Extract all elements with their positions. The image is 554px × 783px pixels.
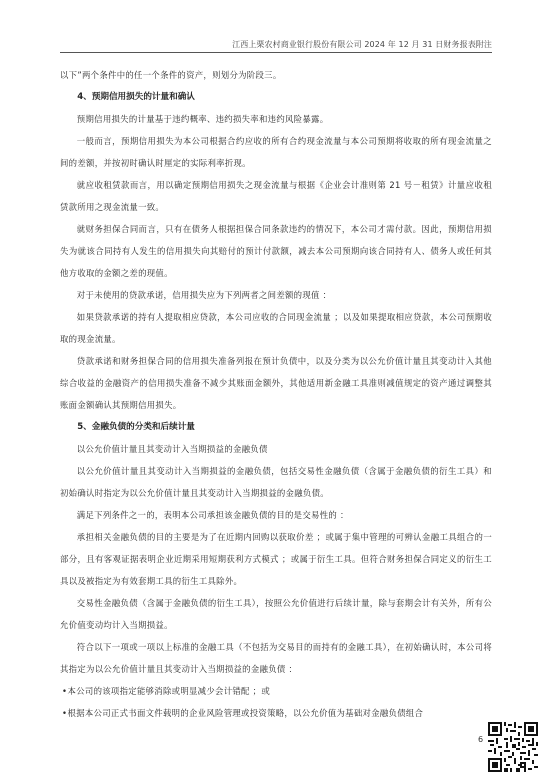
paragraph: 就应收租赁款而言，用以确定预期信用损失之现金流量与根据《企业会计准则第 21 号－租赁》计量应收租赁款所用之现金流量一致。	[60, 180, 492, 212]
bullet-dot-icon: •	[62, 686, 68, 696]
paragraph: 如果贷款承诺的持有人提取相应贷款，本公司应收的合同现金流量 ；以及如果提取相应贷款，本公司预期收取的现金流量。	[60, 312, 492, 344]
paragraph: 符合以下一项或一项以上标准的金融工具（不包括为交易目的而持有的金融工具），在初始确认时，本公司将其指定为以公允价值计量且其变动计入当期损益的金融负债 ：	[60, 642, 492, 674]
header-divider	[60, 52, 492, 53]
page-header: 江西上栗农村商业银行股份有限公司 2024 年 12 月 31 日财务报表附注	[232, 40, 492, 49]
bullet-text: 本公司的该项指定能够消除或明显减少会计错配 ；或	[67, 686, 271, 696]
section-heading-financial-liabilities: 5、金融负债的分类和后续计量	[77, 422, 195, 432]
paragraph: 交易性金融负债（含属于金融负债的衍生工具），按照公允价值进行后续计量，除与套期会计有关外，所有公允价值变动均计入当期损益。	[60, 598, 492, 630]
paragraph: 以公允价值计量且其变动计入当期损益的金融负债，包括交易性金融负债（含属于金融负债的衍生工具）和初始确认时指定为以公允价值计量且其变动计入当期损益的金融负债。	[60, 466, 492, 498]
paragraph: 对于未使用的贷款承诺，信用损失应为下列两者之间差额的现值 ：	[76, 290, 332, 300]
qr-code-icon	[488, 722, 538, 772]
page-number: 6	[478, 735, 484, 744]
paragraph-continuation: 以下”两个条件中的任一个条件的资产，则划分为阶段三。	[60, 70, 282, 80]
bullet-text: 根据本公司正式书面文件载明的企业风险管理或投资策略，以公允价值为基础对金融负债组合	[67, 708, 424, 718]
section-heading-expected-credit-loss: 4、预期信用损失的计量和确认	[77, 92, 195, 102]
paragraph: 以公允价值计量且其变动计入当期损益的金融负债	[76, 444, 268, 454]
bullet-item	[60, 680, 492, 702]
paragraph: 承担相关金融负债的目的主要是为了在近期内回购以获取价差 ；或属于集中管理的可辨认金融工具组合的一部分，且有客观证据表明企业近期采用短期获利方式模式 ；或属于衍生工具。但符合财务担保合同定义的衍生工具以及被指定为有效套期工具的衍生工具除外。	[60, 532, 492, 586]
bullet-item	[60, 702, 492, 724]
paragraph: 就财务担保合同而言，只有在债务人根据担保合同条款违约的情况下，本公司才需付款。因此，预期信用损失为就该合同持有人发生的信用损失向其赔付的预计付款额，减去本公司预期向该合同持有人、债务人或任何其他方收取的金额之差的现值。	[60, 224, 492, 278]
document-body	[60, 64, 492, 724]
paragraph: 预期信用损失的计量基于违约概率、违约损失率和违约风险暴露。	[76, 114, 329, 124]
paragraph: 一般而言，预期信用损失为本公司根据合约应收的所有合约现金流量与本公司预期将收取的所有现金流量之间的差额，并按初时确认时厘定的实际利率折现。	[60, 136, 492, 168]
bullet-dot-icon: •	[62, 708, 68, 718]
paragraph: 满足下列条件之一的，表明本公司承担该金融负债的目的是交易性的 ：	[76, 510, 349, 520]
paragraph: 贷款承诺和财务担保合同的信用损失准备列报在预计负债中，以及分类为以公允价值计量且其变动计入其他综合收益的金融资产的信用损失准备不减少其账面金额外，其他适用新金融工具准则减值规定的资产通过调整其账面金额确认其预期信用损失。	[60, 356, 492, 410]
